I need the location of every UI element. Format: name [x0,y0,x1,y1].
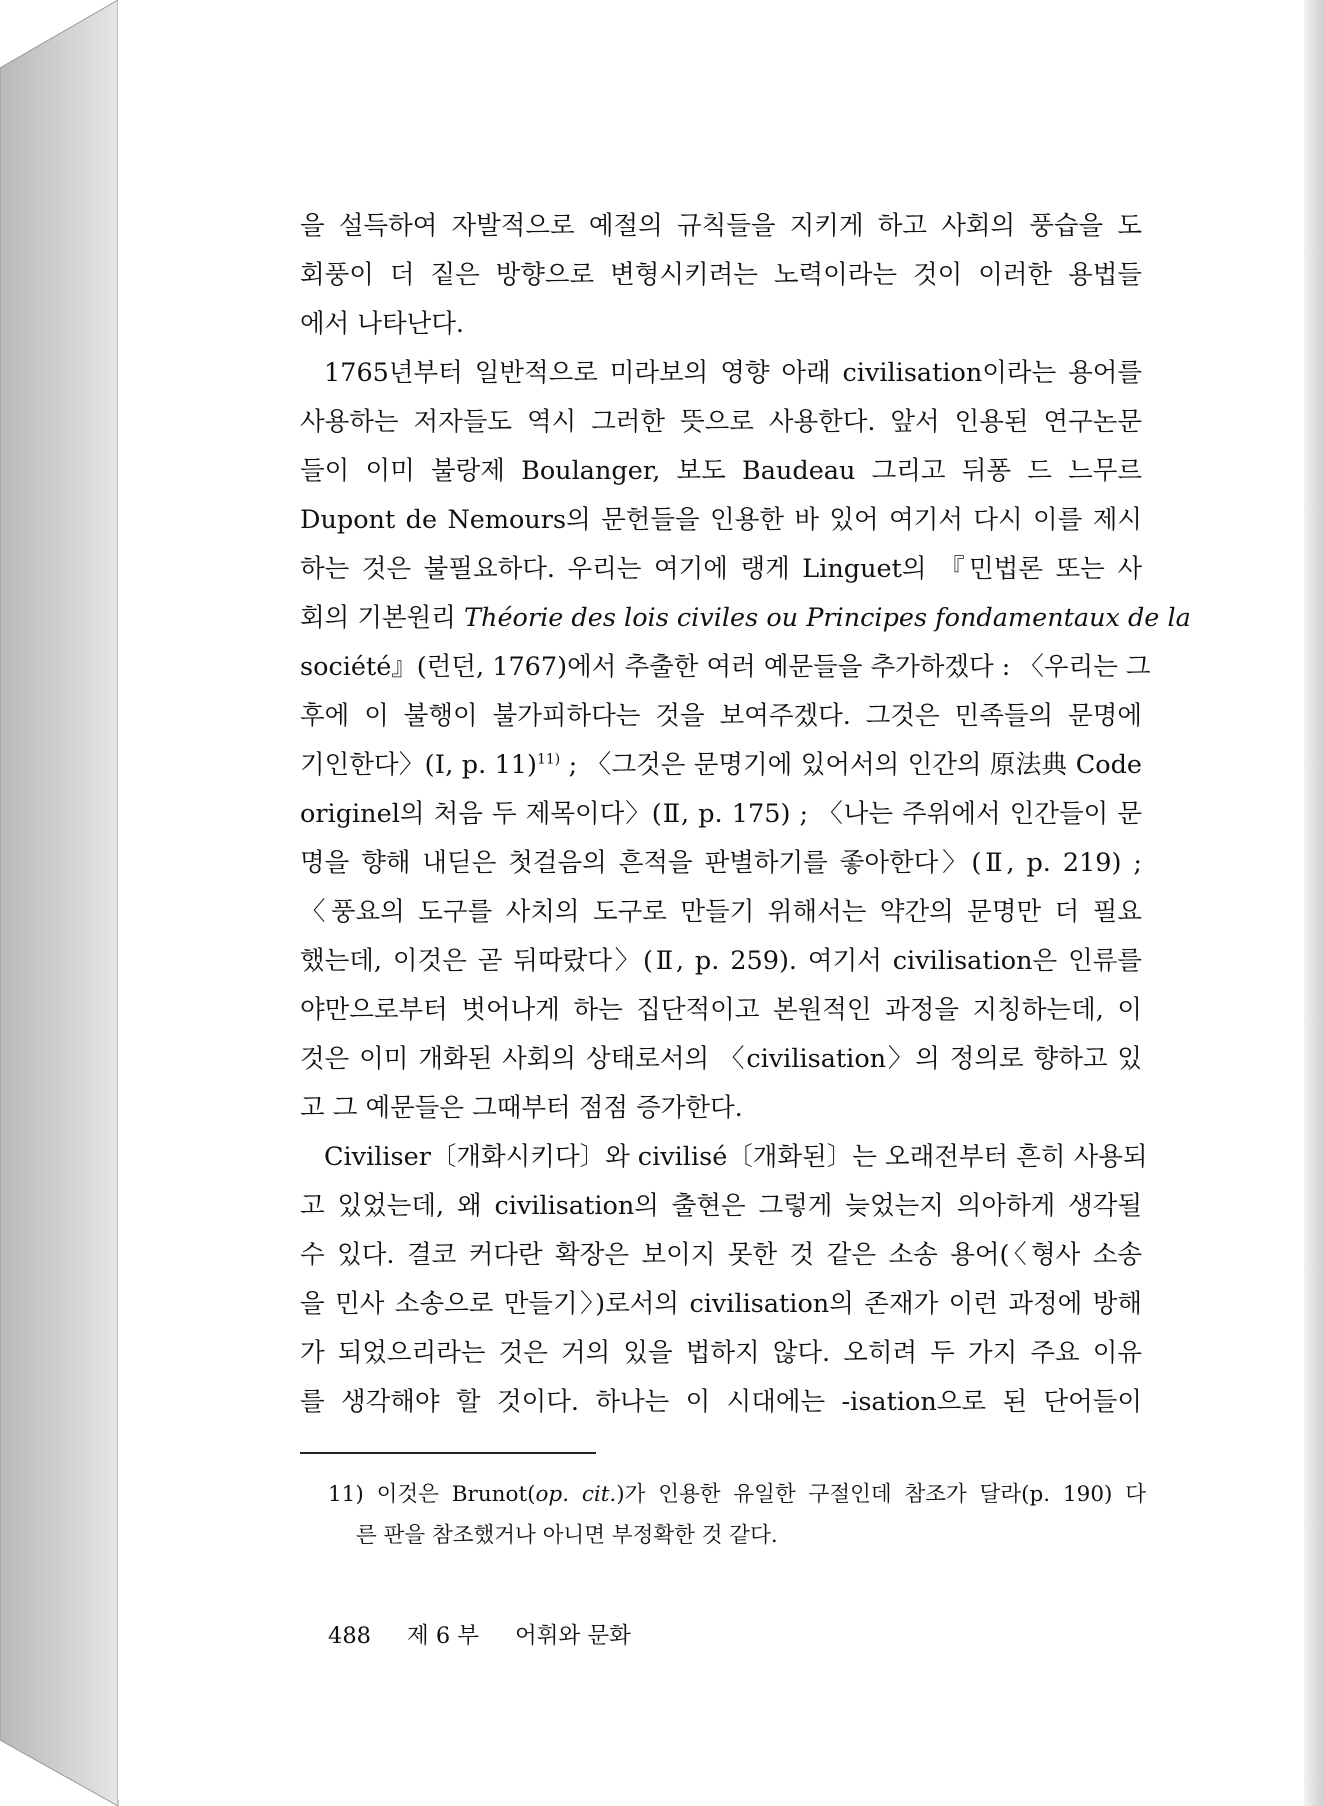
part-label: 제 6 부 [406,1623,480,1649]
body-line: 사용하는 저자들도 역시 그러한 뜻으로 사용한다. 앞서 인용된 연구논문 [300,407,1142,437]
body-line-prefix: 기인한다〉(Ⅰ, p. 11) [300,750,537,780]
body-line: originel의 처음 두 제목이다〉(Ⅱ, p. 175) ; 〈나는 주위에서 인간들이 문 [300,799,1142,829]
footnote-divider [300,1452,596,1454]
body-line: 고 그 예문들은 그때부터 점점 증가한다. [300,1093,743,1123]
body-line: 에서 나타난다. [300,309,465,339]
body-line-suffix: ; 〈그것은 문명기에 있어서의 인간의 原法典 Code [560,750,1142,780]
body-line: 하는 것은 불필요하다. 우리는 여기에 랭게 Linguet의 『민법론 또는 사 [300,554,1142,584]
body-line: 을 민사 소송으로 만들기〉)로서의 civilisation의 존재가 이런 과정에 방해 [300,1289,1142,1319]
page-edge-shadow [1304,0,1324,1806]
body-line: 〈풍요의 도구를 사치의 도구로 만들기 위해서는 약간의 문명만 더 필요 [300,897,1142,927]
body-line: 를 생각해야 할 것이다. 하나는 이 시대에는 -isation으로 된 단어들이 [300,1387,1142,1417]
body-line: 했는데, 이것은 곧 뒤따랐다〉(Ⅱ, p. 259). 여기서 civilisation은 인류를 [300,946,1142,976]
footnote-italic: op. cit. [535,1482,617,1507]
body-line: Civiliser〔개화시키다〕와 civilisé〔개화된〕는 오래전부터 흔히 사용되 [324,1142,1148,1172]
body-line: 들이 이미 불랑제 Boulanger, 보도 Baudeau 그리고 뒤퐁 드 느무르 [300,456,1142,486]
body-line: 가 되었으리라는 것은 거의 있을 법하지 않다. 오히려 두 가지 주요 이유 [300,1338,1142,1368]
footnote-text-after: )가 인용한 유일한 구절인데 참조가 달라(p. 190) 다 [616,1482,1146,1507]
body-line-with-footnote-ref [300,741,1142,790]
footnote-reference: 11) [536,751,561,768]
body-line: Dupont de Nemours의 문헌들을 인용한 바 있어 여기서 다시 이를 제시 [300,505,1142,535]
footnote-text-before: 이것은 Brunot( [376,1482,536,1507]
body-line-with-title [300,594,1191,643]
body-line: 회풍이 더 짙은 방향으로 변형시키려는 노력이라는 것이 이러한 용법들 [300,260,1142,290]
body-line: société』(런던, 1767)에서 추출한 여러 예문들을 추가하겠다 : 〈우리는 그 [300,652,1151,682]
running-footer [328,1620,667,1652]
part-title: 어휘와 문화 [515,1623,631,1649]
body-line: 1765년부터 일반적으로 미라보의 영향 아래 civilisation이라는 용어를 [324,358,1142,388]
footnote [328,1474,1146,1556]
body-line: 을 설득하여 자발적으로 예절의 규칙들을 지키게 하고 사회의 풍습을 도 [300,211,1142,241]
body-line-prefix: 회의 기본원리 [300,603,465,633]
footnote-line [328,1474,1146,1515]
book-title-italic: Théorie des lois civiles ou Principes fondamentaux de la [464,603,1191,633]
footnote-line: 른 판을 참조했거나 아니면 부정확한 것 같다. [356,1523,778,1548]
footnote-marker: 11) [328,1482,364,1507]
body-line: 후에 이 불행이 불가피하다는 것을 보여주겠다. 그것은 민족들의 문명에 [300,701,1142,731]
body-line: 야만으로부터 벗어나게 하는 집단적이고 본원적인 과정을 지칭하는데, 이 [300,995,1142,1025]
body-line: 수 있다. 결코 커다란 확장은 보이지 못한 것 같은 소송 용어(〈형사 소송 [300,1240,1142,1270]
body-line: 명을 향해 내딛은 첫걸음의 흔적을 판별하기를 좋아한다〉(Ⅱ, p. 219) ; [300,848,1142,878]
page-number: 488 [328,1623,371,1649]
body-line: 고 있었는데, 왜 civilisation의 출현은 그렇게 늦었는지 의아하게 생각될 [300,1191,1142,1221]
body-line: 것은 이미 개화된 사회의 상태로서의 〈civilisation〉의 정의로 향하고 있 [300,1044,1142,1074]
body-text [300,202,1191,1427]
